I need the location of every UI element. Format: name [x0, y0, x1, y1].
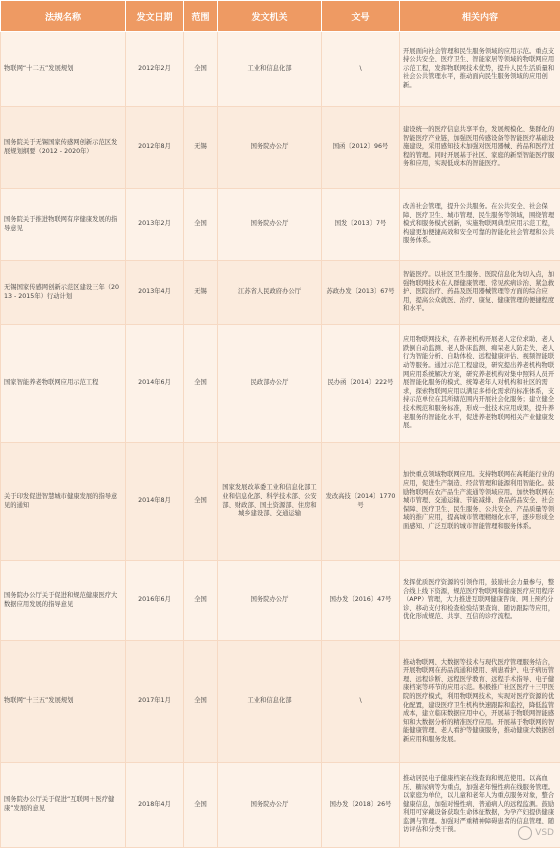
issue-date: 2012年2月	[126, 32, 184, 107]
watermark-text: VSD	[535, 828, 554, 838]
table-row	[1, 763, 560, 848]
related-content: 推动居民电子健康档案在线查询和规范使用。以高血压、糖尿病等为重点，加强老年慢性病在线服务管理。以家庭为单位，以儿童和老年人为重点服务对象，整合健康信息，加强对慢性病、普通病人的远程监测。鼓励利用可穿戴设备获取生命体征数据，为孕产妇提供健康监测与管理。加强对严重精神障碍患者的信息管理、随访评估和分类干预。	[400, 763, 560, 848]
column-header: 相关内容	[400, 1, 560, 32]
document-number: 苏政办发〔2013〕67号	[322, 261, 400, 325]
scope: 全国	[184, 189, 218, 261]
related-content: 推动物联网、大数据等技术与现代医疗管理服务结合，开展物联网在药品流通和使用、病患看护、电子病历管理、远程诊断、远程医学教育、远程手术指导、电子健康档案等环节的应用示范。积极推广社区医疗＋三甲医院的医疗模式，利用物联网技术，实现对医疗资源的优化配置，建设医疗卫生机构快速跟踪和监控，降低监管成本，建立临床数据应用中心，开展基于物联网智能感知和大数据分析的精准医疗应用。开展基于物联网的智能健康管理、老人看护等健康服务，推动健康大数据创新应用和服务发展。	[400, 641, 560, 763]
related-content: 发挥优质医疗资源的引领作用，鼓励社会力量参与，整合线上线下资源，规范医疗物联网和健康医疗应用程序（APP）管理，大力推进互联网健康咨询、网上预约分诊、移动支付和检查检验结果查询、随访跟踪等应用，优化形成规范、共享、互信的诊疗流程。	[400, 561, 560, 641]
related-content: 开展面向社会管理和民生服务领域的应用示范。重点支持公共安全、医疗卫生、智能家居等领域的物联网应用示范工程，发挥物联网技术优势，提升人民生活质量和社会公共管理水平，推动面向民生服务领域的应用创新。	[400, 32, 560, 107]
scope: 全国	[184, 561, 218, 641]
issue-date: 2016年6月	[126, 561, 184, 641]
issue-date: 2017年1月	[126, 641, 184, 763]
regulation-name: 国务院关于推进物联网有序健康发展的指导意见	[1, 189, 126, 261]
column-header: 发文日期	[126, 1, 184, 32]
watermark-logo-icon	[518, 826, 532, 840]
issuing-agency: 国务院办公厅	[218, 107, 322, 189]
column-header: 发文机关	[218, 1, 322, 32]
table-row	[1, 107, 560, 189]
related-content: 智能医疗。以社区卫生服务、医院信息化为切入点，加强物联网技术在人群健康管理、常见疾病诊治、紧急救护、医院治疗、药品及医用器械管理等方面的综合应用，提高公众就医、治疗、康复、健康管理的便捷程度和水平。	[400, 261, 560, 325]
regulation-name: 无锡国家传感网创新示范区建设三年（2013 - 2015年）行动计划	[1, 261, 126, 325]
scope: 无锡	[184, 261, 218, 325]
regulation-name: 物联网“十二五”发展规划	[1, 32, 126, 107]
issue-date: 2013年4月	[126, 261, 184, 325]
column-header: 范围	[184, 1, 218, 32]
scope: 全国	[184, 325, 218, 443]
issuing-agency: 国务院办公厅	[218, 189, 322, 261]
related-content: 加快重点领域物联网应用。支持物联网在高耗能行业的应用，促进生产制造、经营管理和能源利用智能化。鼓励物联网在农产品生产流通等领域应用。加快物联网在城市管理、交通运输、节能减排、食品药品安全、社会保障、医疗卫生、民生服务、公共安全、产品质量等领域的推广应用，提高城市管理精细化水平，逐步形成全面感知、广泛互联的城市智能管理和服务体系。	[400, 443, 560, 561]
document-number: \	[322, 641, 400, 763]
document-number: 国办发〔2018〕26号	[322, 763, 400, 848]
document-number: 国办发〔2016〕47号	[322, 561, 400, 641]
table-row	[1, 189, 560, 261]
issue-date: 2013年2月	[126, 189, 184, 261]
document-number: 国发〔2013〕7号	[322, 189, 400, 261]
issuing-agency: 国务院办公厅	[218, 763, 322, 848]
issuing-agency: 工业和信息化部	[218, 32, 322, 107]
regulation-name: 国家智能养老物联网应用示范工程	[1, 325, 126, 443]
document-number: \	[322, 32, 400, 107]
table-row	[1, 561, 560, 641]
related-content: 建设统一的医疗信息共享平台，发展规模化、集群化的智能医疗产业链，加强医用传感设备等智能医疗基础设施建设，采用感知技术加强对医用器械、药品和医疗过程的管理。同时开展基于社区、家庭的新型智能医疗服务和应用，实现低成本的智能医疗。	[400, 107, 560, 189]
watermark	[518, 826, 554, 840]
document-number: 民办函〔2014〕222号	[322, 325, 400, 443]
table-row	[1, 641, 560, 763]
table-row	[1, 325, 560, 443]
issuing-agency: 工业和信息化部	[218, 641, 322, 763]
scope: 全国	[184, 32, 218, 107]
column-header: 法规名称	[1, 1, 126, 32]
related-content: 应用物联网技术，在养老机构开展老人定位求助、老人跌倒自动监测、老人卧床监测、痴呆老人防走失、老人行为智能分析、自助体检、远程健康评估、视频智能联动等服务。通过示范工程建设，研究提出养老机构物联网应用系统解决方案，研究养老机构对集中照料人员开展智能化服务的模式、统筹老年人对机构和社区的需求，探索物联网应用以满足多样化需求的标准体系，支持示范单位在其所辖范围内开展社会化服务；建立健全技术规范和服务标准，形成一批技术应用成果，提升养老服务的智能化水平，促进养老物联网相关产业健康发展。	[400, 325, 560, 443]
regulation-name: 国务院办公厅关于促进和规范健康医疗大数据应用发展的指导意见	[1, 561, 126, 641]
column-header: 文号	[322, 1, 400, 32]
scope: 全国	[184, 763, 218, 848]
issue-date: 2012年8月	[126, 107, 184, 189]
document-number: 发改高技〔2014〕1770号	[322, 443, 400, 561]
scope: 无锡	[184, 107, 218, 189]
regulation-name: 关于印发促进智慧城市健康发展的指导意见的通知	[1, 443, 126, 561]
table-header-row	[1, 1, 560, 32]
issuing-agency: 民政部办公厅	[218, 325, 322, 443]
regulation-name: 国务院办公厅关于促进“互联网＋医疗健康”发展的意见	[1, 763, 126, 848]
table-row	[1, 32, 560, 107]
issuing-agency: 江苏省人民政府办公厅	[218, 261, 322, 325]
regulation-name: 物联网“十三五”发展规划	[1, 641, 126, 763]
issuing-agency: 国务院办公厅	[218, 561, 322, 641]
issue-date: 2014年8月	[126, 443, 184, 561]
table-row	[1, 261, 560, 325]
related-content: 改善社会管理，提升公共服务。在公共安全、社会保障、医疗卫生、城市管理、民生服务等领域，围绕管理模式和服务模式创新，实施物联网典型应用示范工程，构建更加便捷高效和安全可靠的智能化社会管理和公共服务体系。	[400, 189, 560, 261]
issuing-agency: 国家发展改革委工业和信息化部工业和信息化部、科学技术部、公安部、财政部、国土资源部、住房和城乡建设部、交通运输	[218, 443, 322, 561]
table-row	[1, 443, 560, 561]
document-number: 国函〔2012〕96号	[322, 107, 400, 189]
regulation-name: 国务院关于无锡国家传感网创新示范区发展规划纲要（2012 - 2020年）	[1, 107, 126, 189]
scope: 全国	[184, 443, 218, 561]
scope: 全国	[184, 641, 218, 763]
issue-date: 2018年4月	[126, 763, 184, 848]
issue-date: 2014年6月	[126, 325, 184, 443]
